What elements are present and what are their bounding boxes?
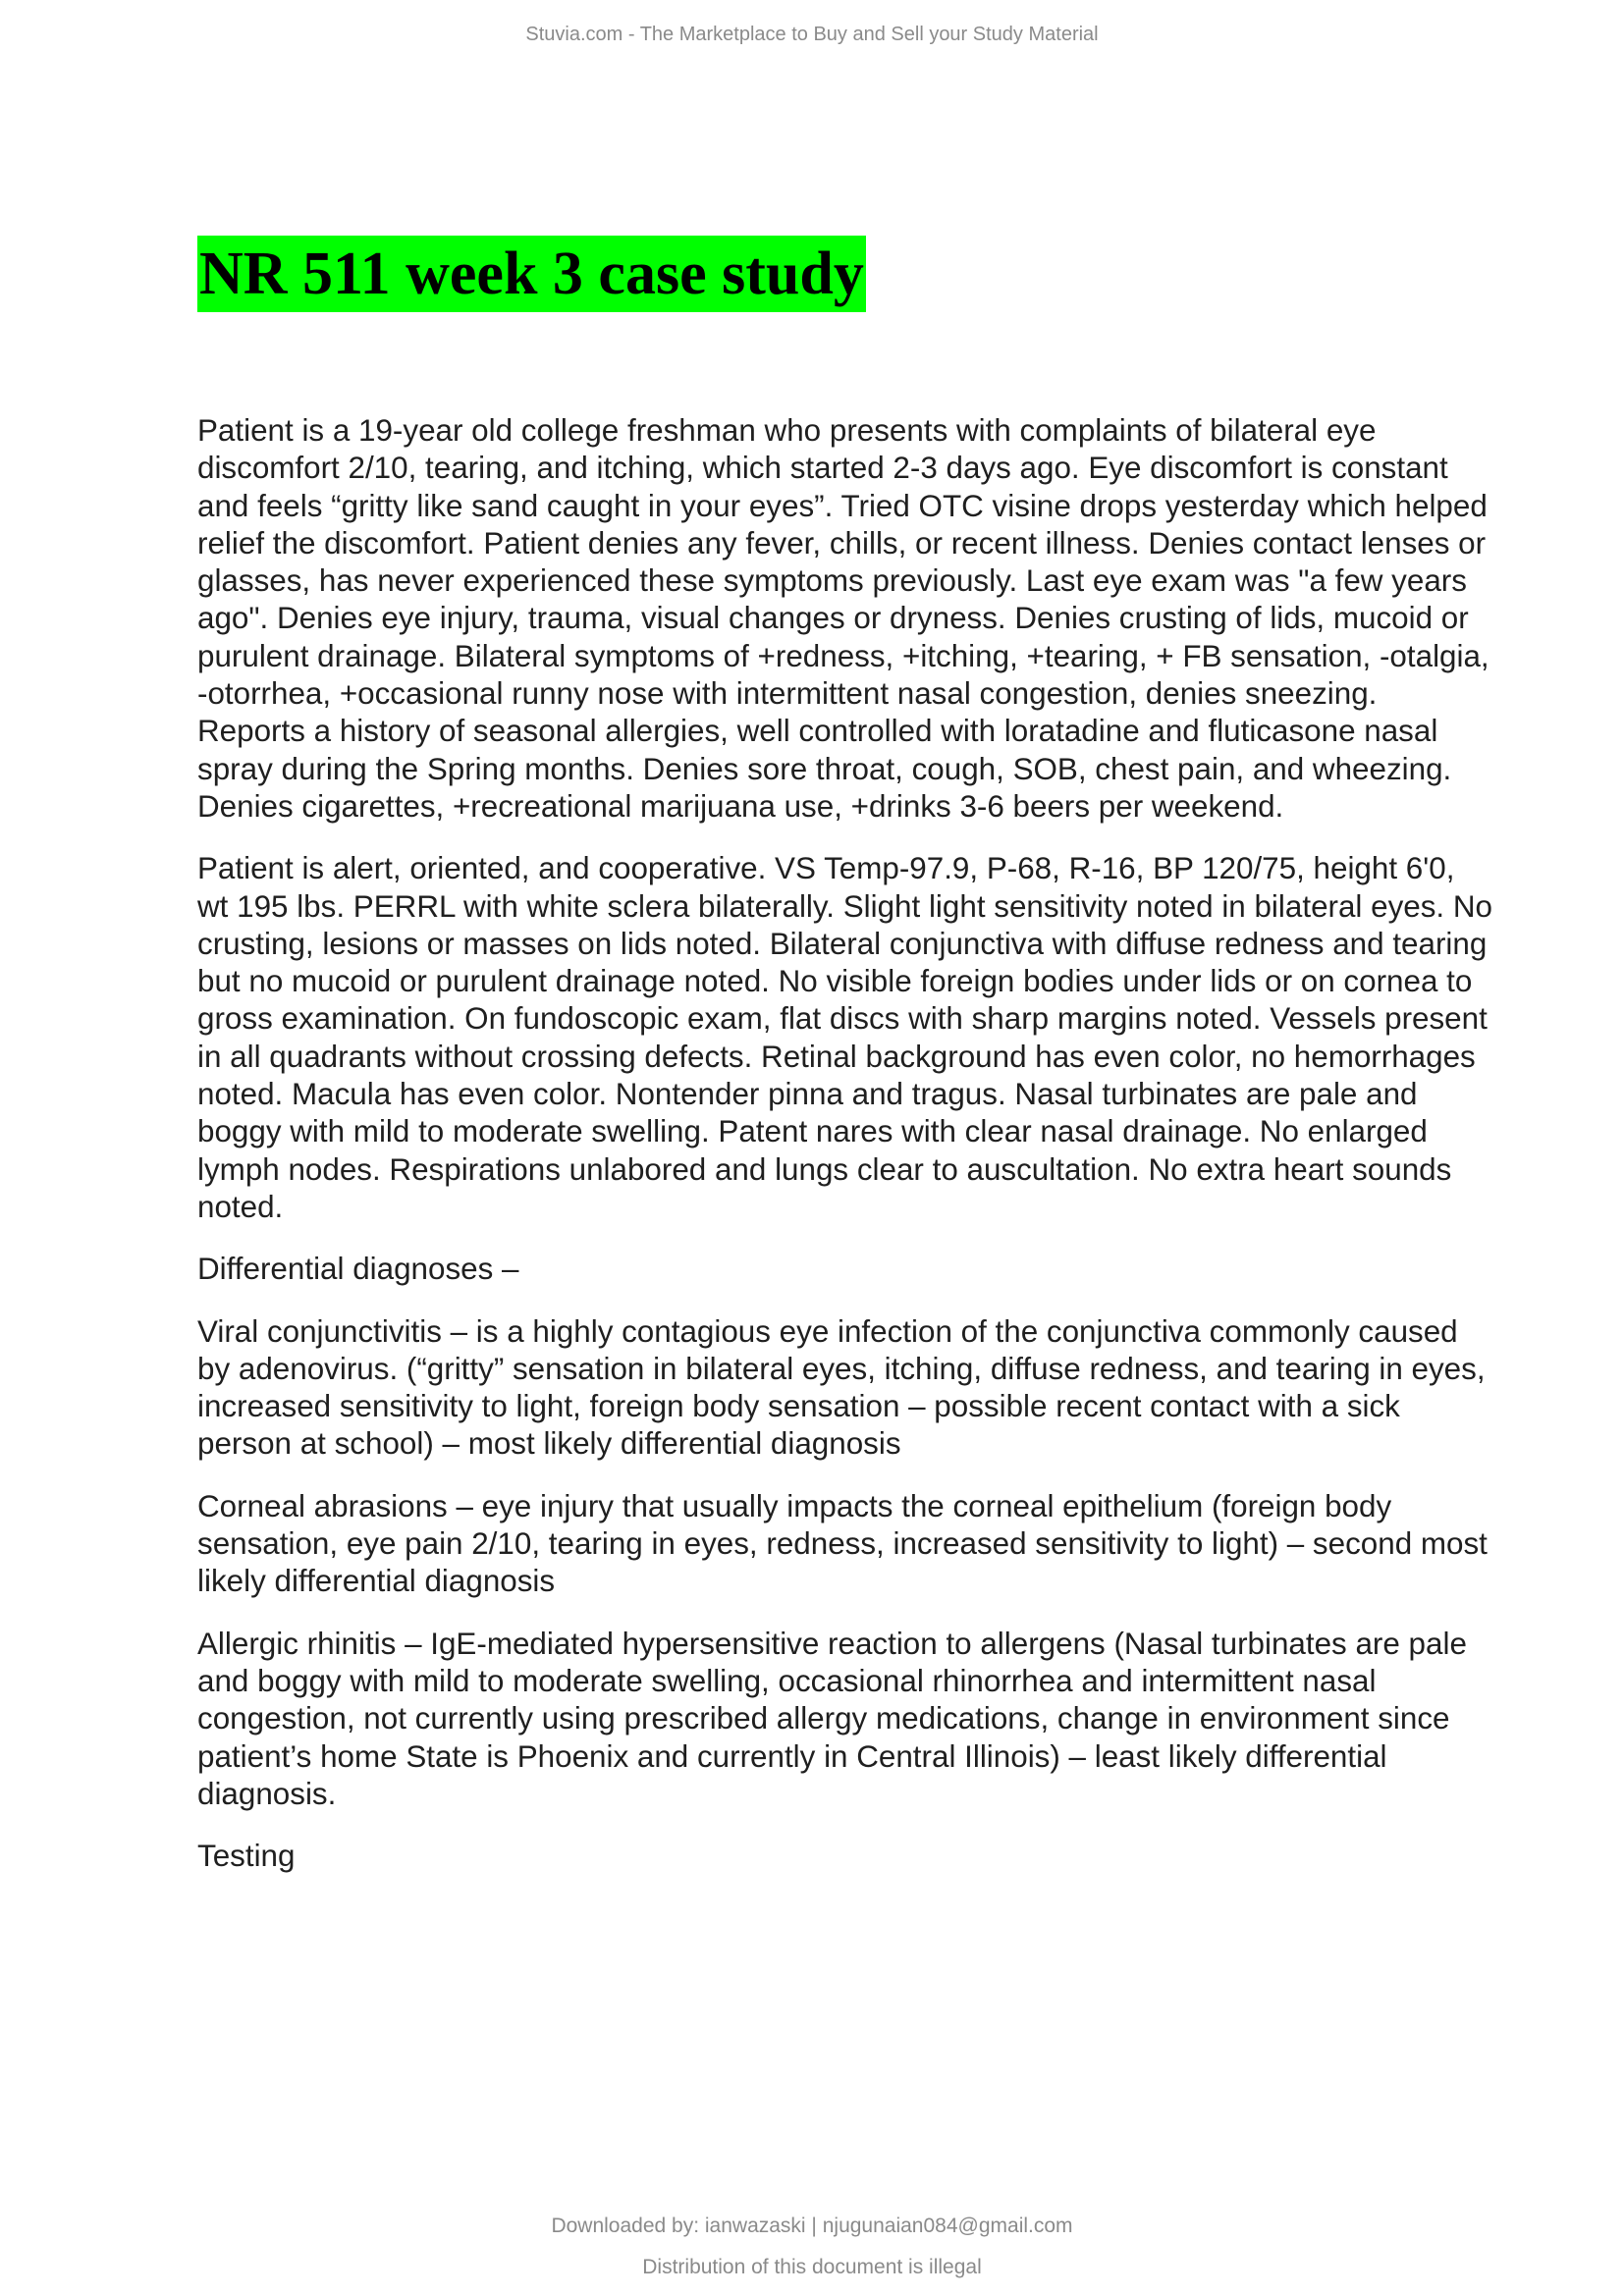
corneal-abrasions-paragraph: Corneal abrasions – eye injury that usually impacts the corneal epithelium (foreign body sensation, eye pain 2/10, tearing in eyes, redness, increased sensitivity to light) – second most likely differential diagnosis xyxy=(197,1488,1488,1599)
title-block xyxy=(197,236,866,312)
exam-paragraph: Patient is alert, oriented, and cooperative. VS Temp-97.9, P-68, R-16, BP 120/75, height 6'0, wt 195 lbs. PERRL with white sclera bilaterally. Slight light sensitivity noted in bilateral eyes. No crusting, lesions or masses on lids noted. Bilateral conjunctiva with diffuse redness and tearing but no mucoid or purulent drainage noted. No visible foreign bodies under lids or on cornea to gross examination. On fundoscopic exam, flat discs with sharp margins noted. Vessels present in all quadrants without crossing defects. Retinal background has even color, no hemorrhages noted. Macula has even color. Nontender pinna and tragus. Nasal turbinates are pale and boggy with mild to moderate swelling. Patent nares with clear nasal drainage. No enlarged lymph nodes. Respirations unlabored and lungs clear to auscultation. No extra heart sounds noted. xyxy=(197,851,1493,1224)
stuvia-header-watermark: Stuvia.com - The Marketplace to Buy and Sell your Study Material xyxy=(525,24,1099,45)
viral-conjunctivitis-paragraph: Viral conjunctivitis – is a highly contagious eye infection of the conjunctiva commonly caused by adenovirus. (“gritty” sensation in bilateral eyes, itching, diffuse redness, and tearing in eyes, increased sensitivity to light, foreign body sensation – possible recent contact with a sick person at school) – most likely differential diagnosis xyxy=(197,1313,1486,1462)
document-title: NR 511 week 3 case study xyxy=(197,236,866,312)
downloaded-by-footer: Downloaded by: ianwazaski | njugunaian084@gmail.com xyxy=(551,2215,1073,2237)
distribution-notice-footer: Distribution of this document is illegal xyxy=(642,2256,982,2278)
differential-heading: Differential diagnoses – xyxy=(197,1252,519,1287)
history-paragraph: Patient is a 19-year old college freshman who presents with complaints of bilateral eye discomfort 2/10, tearing, and itching, which started 2-3 days ago. Eye discomfort is constant and feels “gritty like sand caught in your eyes”. Tried OTC visine drops yesterday which helped relief the discomfort. Patient denies any fever, chills, or recent illness. Denies contact lenses or glasses, has never experienced these symptoms previously. Last eye exam was "a few years ago". Denies eye injury, trauma, visual changes or dryness. Denies crusting of lids, mucoid or purulent drainage. Bilateral symptoms of +redness, +itching, +tearing, + FB sensation, -otalgia, -otorrhea, +occasional runny nose with intermittent nasal congestion, denies sneezing. Reports a history of seasonal allergies, well controlled with loratadine and fluticasone nasal spray during the Spring months. Denies sore throat, cough, SOB, chest pain, and wheezing. Denies cigarettes, +recreational marijuana use, +drinks 3-6 beers per weekend. xyxy=(197,413,1489,824)
allergic-rhinitis-paragraph: Allergic rhinitis – IgE-mediated hypersensitive reaction to allergens (Nasal turbinates are pale and boggy with mild to moderate swelling, occasional rhinorrhea and intermittent nasal congestion, not currently using prescribed allergy medications, change in environment since patient’s home State is Phoenix and currently in Central Illinois) – least likely differential diagnosis. xyxy=(197,1626,1467,1811)
document-body xyxy=(197,412,1493,1899)
testing-heading: Testing xyxy=(197,1839,296,1874)
